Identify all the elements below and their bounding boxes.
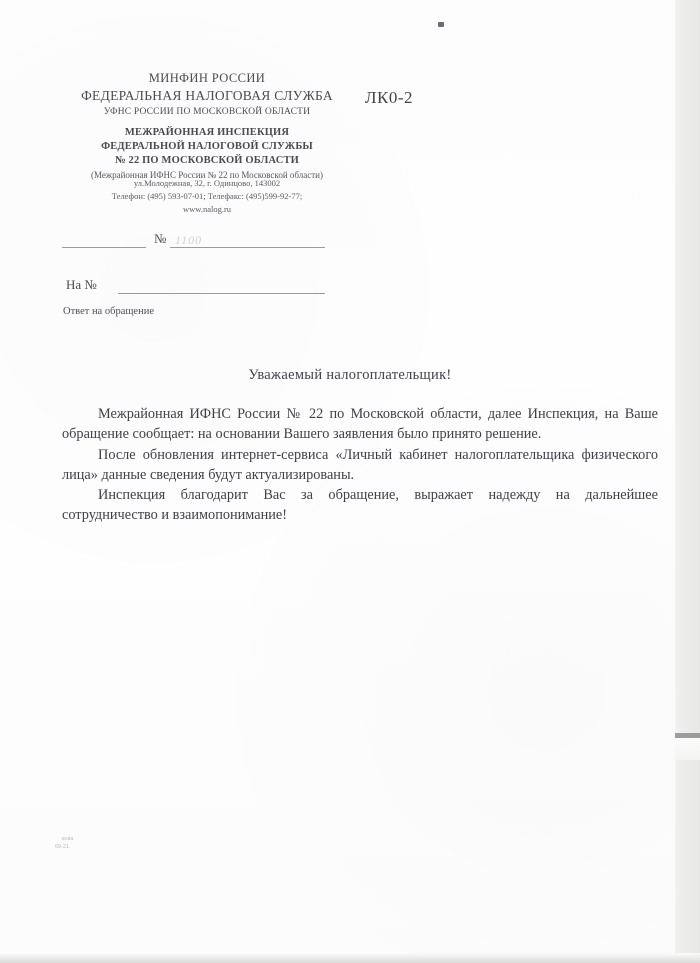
ministry-name: МИНФИН РОССИИ — [148, 71, 266, 85]
reference-rule — [118, 293, 325, 294]
inspection-name-line3: № 22 ПО МОСКОВСКОЙ ОБЛАСТИ — [115, 155, 299, 167]
service-name: ФЕДЕРАЛЬНАЯ НАЛОГОВАЯ СЛУЖБА — [81, 88, 333, 103]
reference-label: На № — [66, 277, 97, 292]
scan-bottom-edge — [0, 953, 700, 963]
inspection-short-name: (Межрайонная ИФНС России № 22 по Московской области) — [91, 170, 323, 181]
body-paragraph: Межрайонная ИФНС России № 22 по Московской области, далее Инспекция, на Ваше обращение сообщает: на основании Вашего заявления было принято решение. — [62, 406, 658, 443]
number-symbol: № — [154, 231, 167, 246]
scan-edge-strip — [675, 0, 700, 963]
footer-mark-code: 69-21 — [55, 843, 70, 850]
inspection-name — [62, 126, 352, 168]
body-paragraph: Инспекция благодарит Вас за обращение, выражает надежду на дальнейшее сотрудничество и взаимопонимание! — [62, 487, 658, 524]
subject-line: Ответ на обращение — [63, 306, 154, 317]
contact-block — [62, 177, 352, 215]
inspection-name-line1: МЕЖРАЙОННАЯ ИНСПЕКЦИЯ — [124, 127, 290, 139]
outgoing-number-value: 1100 — [175, 233, 203, 247]
date-rule — [62, 247, 146, 248]
scan-speck-artifact — [438, 22, 444, 27]
letter-body — [62, 404, 658, 526]
scan-edge-band — [675, 738, 700, 760]
address-line: ул.Молодежная, 32, г. Одинцово, 143002 — [133, 178, 281, 188]
reference-number-row — [66, 277, 328, 297]
website-line: www.nalog.ru — [182, 203, 232, 214]
inspection-name-line2: ФЕДЕРАЛЬНОЙ НАЛОГОВОЙ СЛУЖБЫ — [101, 141, 313, 153]
body-paragraph: После обновления интернет-сервиса «Личный кабинет налогоплательщика физического лица» данные сведения будут актуализированы. — [62, 446, 658, 483]
regional-office-name: УФНС РОССИИ ПО МОСКОВСКОЙ ОБЛАСТИ — [103, 107, 311, 118]
outgoing-number-row — [62, 231, 327, 251]
salutation: Уважаемый налогоплательщик! — [248, 367, 452, 383]
phone-line: Телефон: (495) 593-07-01; Телефакс: (495)599-92-77; — [111, 190, 303, 201]
number-rule — [170, 247, 325, 248]
footer-mark-operator: кнва — [62, 836, 74, 842]
letterhead — [62, 70, 352, 182]
footer-mark — [55, 836, 73, 852]
form-code-label: ЛК0-2 — [365, 88, 414, 107]
